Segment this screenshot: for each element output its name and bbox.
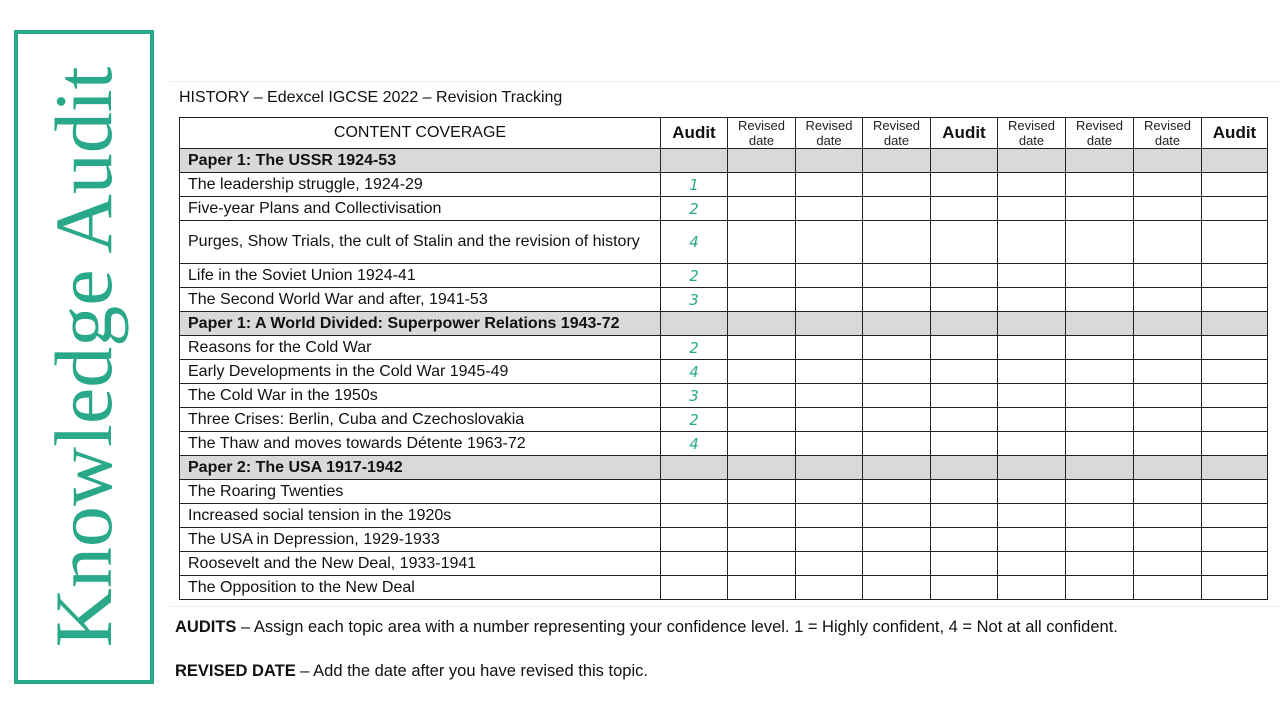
revised-date-cell[interactable] xyxy=(728,408,796,432)
section-row xyxy=(180,456,1268,480)
topic-row xyxy=(180,408,1268,432)
section-fill-cell xyxy=(998,149,1066,173)
topic-title: Early Developments in the Cold War 1945-49 xyxy=(180,360,661,384)
revised-date-cell[interactable] xyxy=(863,173,931,197)
revised-date-cell[interactable] xyxy=(1066,197,1134,221)
audit-cell[interactable]: 4 xyxy=(661,360,728,384)
audit-cell[interactable] xyxy=(931,173,998,197)
revised-date-cell[interactable] xyxy=(1134,197,1202,221)
revised-date-cell[interactable] xyxy=(1066,432,1134,456)
audit-cell[interactable] xyxy=(1202,264,1268,288)
header-row xyxy=(180,118,1268,149)
audit-cell[interactable] xyxy=(931,504,998,528)
revised-date-cell[interactable] xyxy=(1066,360,1134,384)
section-fill-cell xyxy=(931,149,998,173)
revised-date-cell[interactable] xyxy=(863,264,931,288)
revised-date-cell[interactable] xyxy=(998,480,1066,504)
section-fill-cell xyxy=(796,456,863,480)
revised-note-label: REVISED DATE xyxy=(175,662,296,680)
audits-note-label: AUDITS xyxy=(175,618,237,636)
revised-date-header: Revised date xyxy=(1066,118,1134,149)
audit-cell[interactable] xyxy=(931,221,998,264)
revised-date-cell[interactable] xyxy=(728,528,796,552)
revised-date-cell[interactable] xyxy=(1134,173,1202,197)
section-fill-cell xyxy=(661,312,728,336)
revised-date-cell[interactable] xyxy=(1066,408,1134,432)
audit-cell[interactable] xyxy=(661,576,728,600)
side-title: Knowledge Audit xyxy=(38,66,129,648)
revised-date-cell[interactable] xyxy=(1066,480,1134,504)
topic-title: Increased social tension in the 1920s xyxy=(180,504,661,528)
revised-date-cell[interactable] xyxy=(728,384,796,408)
topic-title: The Roaring Twenties xyxy=(180,480,661,504)
audit-cell[interactable] xyxy=(931,336,998,360)
audit-cell[interactable] xyxy=(1202,576,1268,600)
revised-date-cell[interactable] xyxy=(728,504,796,528)
revision-tracking-table xyxy=(179,117,1268,600)
revised-date-cell[interactable] xyxy=(796,264,863,288)
section-fill-cell xyxy=(796,312,863,336)
revised-date-cell[interactable] xyxy=(1134,552,1202,576)
audit-cell[interactable]: 4 xyxy=(661,221,728,264)
topic-title: Five-year Plans and Collectivisation xyxy=(180,197,661,221)
audit-cell[interactable] xyxy=(931,360,998,384)
section-title: Paper 1: A World Divided: Superpower Relations 1943-72 xyxy=(180,312,661,336)
revised-date-cell[interactable] xyxy=(1134,528,1202,552)
revised-date-cell[interactable] xyxy=(796,528,863,552)
topic-row xyxy=(180,173,1268,197)
topic-title: Roosevelt and the New Deal, 1933-1941 xyxy=(180,552,661,576)
topic-title: The USA in Depression, 1929-1933 xyxy=(180,528,661,552)
audit-cell[interactable] xyxy=(1202,504,1268,528)
revised-date-cell[interactable] xyxy=(796,480,863,504)
revised-date-cell[interactable] xyxy=(998,264,1066,288)
audit-cell[interactable] xyxy=(931,197,998,221)
revised-date-cell[interactable] xyxy=(998,221,1066,264)
revised-date-cell[interactable] xyxy=(998,408,1066,432)
revised-date-cell[interactable] xyxy=(796,173,863,197)
topic-row xyxy=(180,336,1268,360)
topic-title: The Cold War in the 1950s xyxy=(180,384,661,408)
topic-row xyxy=(180,384,1268,408)
audit-cell[interactable] xyxy=(931,552,998,576)
revised-date-cell[interactable] xyxy=(796,552,863,576)
revised-date-cell[interactable] xyxy=(728,432,796,456)
audit-cell[interactable] xyxy=(931,432,998,456)
revised-date-cell[interactable] xyxy=(998,504,1066,528)
side-banner xyxy=(14,30,154,684)
audit-header: Audit xyxy=(931,118,998,149)
revised-date-cell[interactable] xyxy=(998,173,1066,197)
topic-row xyxy=(180,197,1268,221)
revised-date-cell[interactable] xyxy=(796,576,863,600)
revised-date-cell[interactable] xyxy=(728,221,796,264)
audit-cell[interactable] xyxy=(1202,336,1268,360)
audit-cell[interactable] xyxy=(1202,552,1268,576)
revised-note-text: – Add the date after you have revised this topic. xyxy=(295,662,648,680)
revised-date-cell[interactable] xyxy=(1134,336,1202,360)
audit-cell[interactable] xyxy=(661,552,728,576)
section-fill-cell xyxy=(1134,312,1202,336)
section-fill-cell xyxy=(1202,456,1268,480)
revised-date-header: Revised date xyxy=(728,118,796,149)
section-fill-cell xyxy=(728,149,796,173)
topic-title: Three Crises: Berlin, Cuba and Czechoslovakia xyxy=(180,408,661,432)
audit-cell[interactable]: 2 xyxy=(661,264,728,288)
section-fill-cell xyxy=(1202,149,1268,173)
section-row xyxy=(180,149,1268,173)
revised-date-cell[interactable] xyxy=(1066,336,1134,360)
section-fill-cell xyxy=(863,312,931,336)
topic-row xyxy=(180,288,1268,312)
section-fill-cell xyxy=(728,312,796,336)
section-row xyxy=(180,312,1268,336)
revised-date-cell[interactable] xyxy=(863,408,931,432)
revised-date-cell[interactable] xyxy=(1066,528,1134,552)
section-fill-cell xyxy=(796,149,863,173)
revised-date-cell[interactable] xyxy=(998,432,1066,456)
topic-row xyxy=(180,528,1268,552)
topic-row xyxy=(180,552,1268,576)
revised-date-cell[interactable] xyxy=(863,197,931,221)
revised-date-cell[interactable] xyxy=(863,432,931,456)
topic-row xyxy=(180,504,1268,528)
section-fill-cell xyxy=(1134,456,1202,480)
revised-date-note xyxy=(175,662,648,681)
section-fill-cell xyxy=(863,149,931,173)
revised-date-cell[interactable] xyxy=(863,384,931,408)
revised-date-cell[interactable] xyxy=(796,360,863,384)
revised-date-cell[interactable] xyxy=(998,528,1066,552)
audit-cell[interactable] xyxy=(1202,480,1268,504)
topic-title: Purges, Show Trials, the cult of Stalin and the revision of history xyxy=(180,221,661,264)
audit-cell[interactable]: 1 xyxy=(661,173,728,197)
revised-date-cell[interactable] xyxy=(728,197,796,221)
revised-date-cell[interactable] xyxy=(998,552,1066,576)
top-divider xyxy=(170,81,1280,82)
topic-title: The leadership struggle, 1924-29 xyxy=(180,173,661,197)
revised-date-cell[interactable] xyxy=(998,384,1066,408)
topic-row xyxy=(180,576,1268,600)
topic-row xyxy=(180,221,1268,264)
revised-date-cell[interactable] xyxy=(1134,264,1202,288)
section-fill-cell xyxy=(998,456,1066,480)
topic-title: The Thaw and moves towards Détente 1963-72 xyxy=(180,432,661,456)
revised-date-cell[interactable] xyxy=(796,288,863,312)
revised-date-cell[interactable] xyxy=(863,552,931,576)
revised-date-header: Revised date xyxy=(1134,118,1202,149)
revised-date-cell[interactable] xyxy=(1134,288,1202,312)
revised-date-cell[interactable] xyxy=(796,408,863,432)
audit-header: Audit xyxy=(661,118,728,149)
revised-date-cell[interactable] xyxy=(1066,552,1134,576)
audit-cell[interactable] xyxy=(1202,197,1268,221)
revised-date-cell[interactable] xyxy=(998,288,1066,312)
revised-date-cell[interactable] xyxy=(796,432,863,456)
revised-date-header: Revised date xyxy=(863,118,931,149)
revised-date-cell[interactable] xyxy=(1134,576,1202,600)
section-fill-cell xyxy=(863,456,931,480)
revised-date-cell[interactable] xyxy=(1066,288,1134,312)
topic-title: Reasons for the Cold War xyxy=(180,336,661,360)
topic-title: The Opposition to the New Deal xyxy=(180,576,661,600)
revised-date-cell[interactable] xyxy=(863,221,931,264)
section-fill-cell xyxy=(1066,312,1134,336)
audit-cell[interactable] xyxy=(661,504,728,528)
audit-cell[interactable] xyxy=(931,288,998,312)
section-fill-cell xyxy=(661,456,728,480)
audit-cell[interactable] xyxy=(661,480,728,504)
revised-date-cell[interactable] xyxy=(1134,480,1202,504)
revised-date-cell[interactable] xyxy=(1066,173,1134,197)
revised-date-cell[interactable] xyxy=(1134,408,1202,432)
audit-cell[interactable]: 2 xyxy=(661,197,728,221)
section-title: Paper 2: The USA 1917-1942 xyxy=(180,456,661,480)
audit-cell[interactable]: 2 xyxy=(661,408,728,432)
revised-date-cell[interactable] xyxy=(728,576,796,600)
bottom-divider xyxy=(170,606,1280,607)
revised-date-cell[interactable] xyxy=(998,360,1066,384)
revised-date-cell[interactable] xyxy=(998,336,1066,360)
revised-date-cell[interactable] xyxy=(1134,504,1202,528)
revised-date-cell[interactable] xyxy=(1134,221,1202,264)
revised-date-cell[interactable] xyxy=(728,336,796,360)
revised-date-cell[interactable] xyxy=(863,288,931,312)
revised-date-cell[interactable] xyxy=(728,173,796,197)
audit-cell[interactable] xyxy=(1202,384,1268,408)
section-fill-cell xyxy=(1066,456,1134,480)
audits-note-text: – Assign each topic area with a number representing your confidence level. 1 = Highly confident, 4 = Not at all confident. xyxy=(236,618,1118,636)
revised-date-cell[interactable] xyxy=(796,221,863,264)
audit-cell[interactable]: 4 xyxy=(661,432,728,456)
audit-cell[interactable]: 3 xyxy=(661,288,728,312)
section-fill-cell xyxy=(1202,312,1268,336)
section-title: Paper 1: The USSR 1924-53 xyxy=(180,149,661,173)
audit-cell[interactable] xyxy=(661,528,728,552)
section-fill-cell xyxy=(1066,149,1134,173)
revised-date-cell[interactable] xyxy=(863,504,931,528)
revised-date-cell[interactable] xyxy=(728,360,796,384)
revised-date-cell[interactable] xyxy=(863,528,931,552)
revised-date-cell[interactable] xyxy=(1066,576,1134,600)
revised-date-cell[interactable] xyxy=(728,264,796,288)
section-fill-cell xyxy=(1134,149,1202,173)
audit-cell[interactable]: 2 xyxy=(661,336,728,360)
topic-title: Life in the Soviet Union 1924-41 xyxy=(180,264,661,288)
audit-cell[interactable] xyxy=(1202,528,1268,552)
topic-row xyxy=(180,432,1268,456)
tracker-body xyxy=(180,149,1268,600)
revised-date-cell[interactable] xyxy=(728,480,796,504)
topic-row xyxy=(180,264,1268,288)
revised-date-header: Revised date xyxy=(998,118,1066,149)
audits-note xyxy=(175,618,1118,637)
revised-date-cell[interactable] xyxy=(863,480,931,504)
revised-date-cell[interactable] xyxy=(1134,432,1202,456)
audit-cell[interactable] xyxy=(1202,173,1268,197)
audit-cell[interactable] xyxy=(1202,408,1268,432)
revised-date-cell[interactable] xyxy=(728,552,796,576)
revised-date-cell[interactable] xyxy=(1066,264,1134,288)
audit-cell[interactable] xyxy=(931,576,998,600)
audit-cell[interactable] xyxy=(1202,288,1268,312)
audit-cell[interactable] xyxy=(931,384,998,408)
revised-date-cell[interactable] xyxy=(998,576,1066,600)
revised-date-cell[interactable] xyxy=(998,197,1066,221)
revised-date-cell[interactable] xyxy=(796,384,863,408)
revised-date-cell[interactable] xyxy=(1066,384,1134,408)
audit-cell[interactable] xyxy=(931,408,998,432)
revised-date-cell[interactable] xyxy=(863,336,931,360)
audit-cell[interactable] xyxy=(1202,360,1268,384)
topic-title: The Second World War and after, 1941-53 xyxy=(180,288,661,312)
audit-cell[interactable] xyxy=(1202,432,1268,456)
section-fill-cell xyxy=(931,456,998,480)
topic-row xyxy=(180,480,1268,504)
section-fill-cell xyxy=(728,456,796,480)
revised-date-header: Revised date xyxy=(796,118,863,149)
revised-date-cell[interactable] xyxy=(863,576,931,600)
revised-date-cell[interactable] xyxy=(796,197,863,221)
audit-cell[interactable] xyxy=(931,480,998,504)
audit-header: Audit xyxy=(1202,118,1268,149)
section-fill-cell xyxy=(661,149,728,173)
document-heading: HISTORY – Edexcel IGCSE 2022 – Revision Tracking xyxy=(179,89,563,106)
section-fill-cell xyxy=(998,312,1066,336)
revised-date-cell[interactable] xyxy=(1134,384,1202,408)
audit-cell[interactable] xyxy=(1202,221,1268,264)
audit-cell[interactable]: 3 xyxy=(661,384,728,408)
revised-date-cell[interactable] xyxy=(796,336,863,360)
revised-date-cell[interactable] xyxy=(796,504,863,528)
revised-date-cell[interactable] xyxy=(728,288,796,312)
revised-date-cell[interactable] xyxy=(1066,221,1134,264)
audit-cell[interactable] xyxy=(931,528,998,552)
revised-date-cell[interactable] xyxy=(1134,360,1202,384)
content-coverage-header: CONTENT COVERAGE xyxy=(180,118,661,149)
audit-cell[interactable] xyxy=(931,264,998,288)
topic-row xyxy=(180,360,1268,384)
revised-date-cell[interactable] xyxy=(863,360,931,384)
section-fill-cell xyxy=(931,312,998,336)
revised-date-cell[interactable] xyxy=(1066,504,1134,528)
